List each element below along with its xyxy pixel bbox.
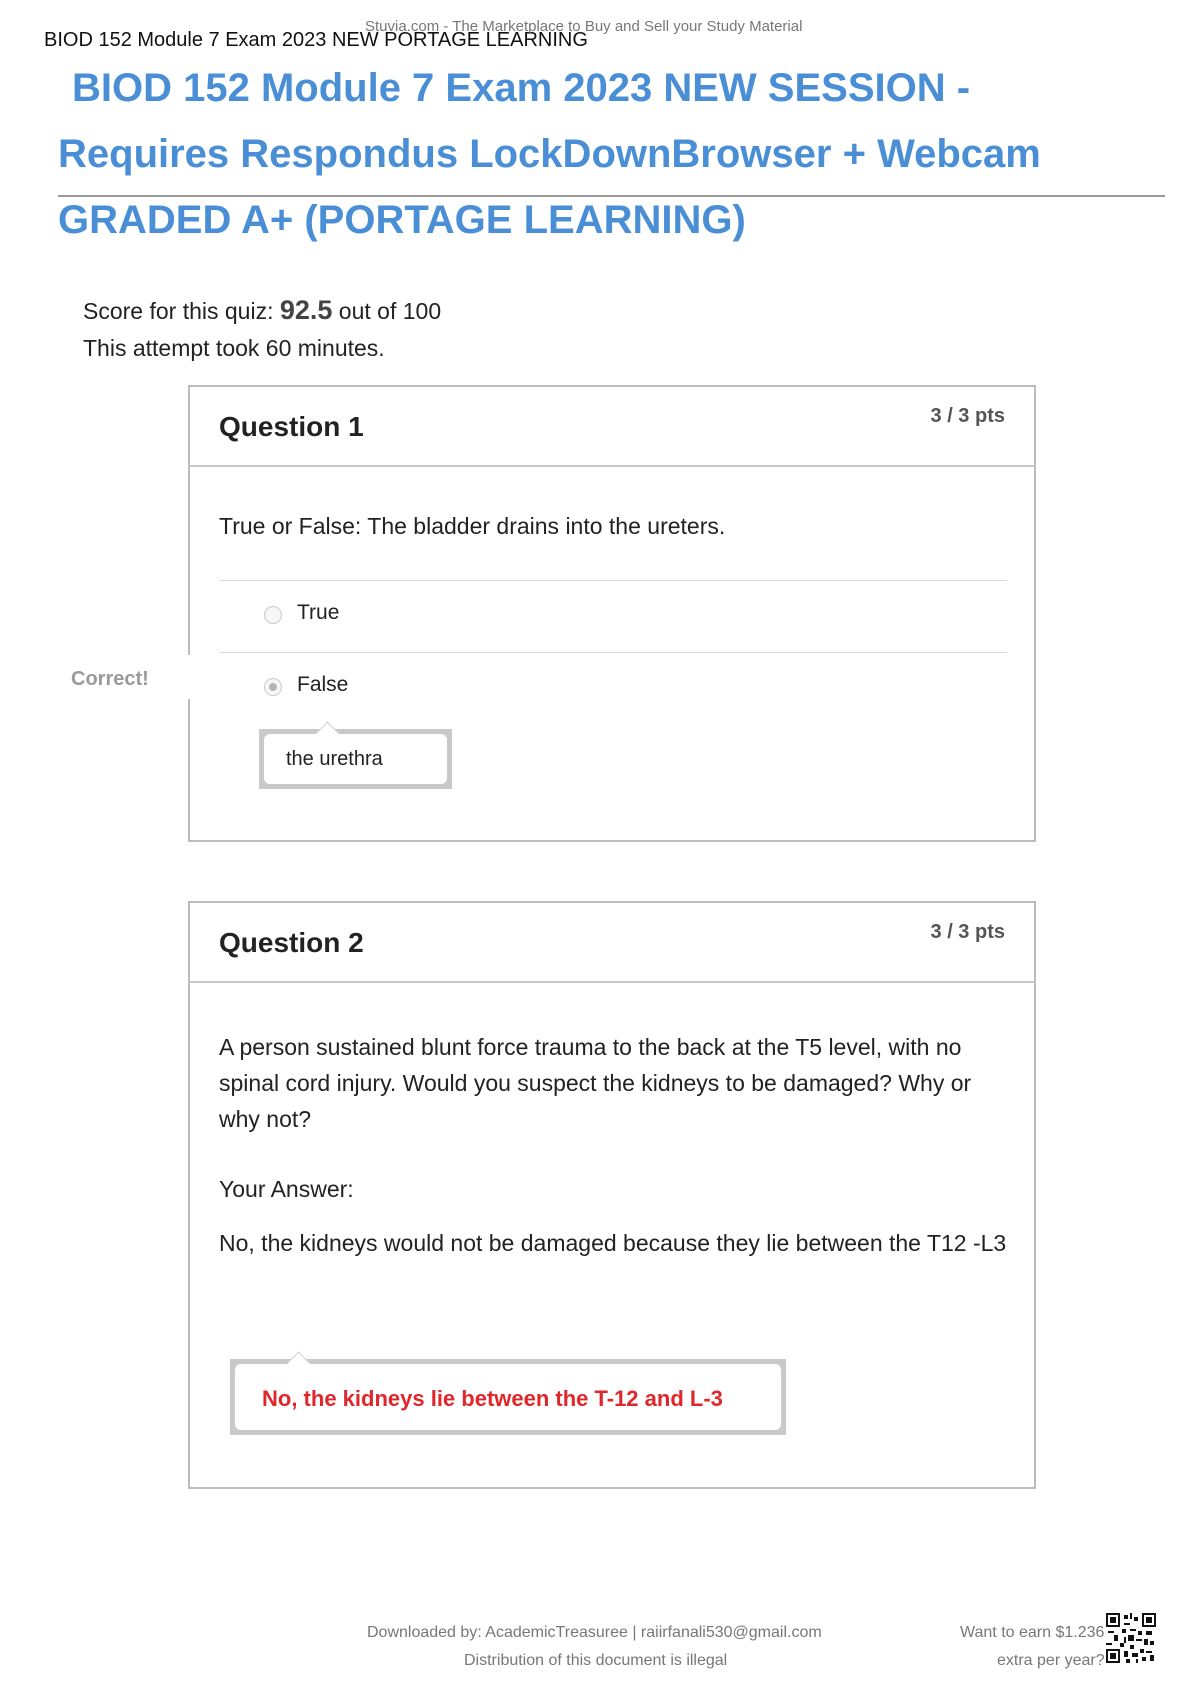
- answer-label: True: [297, 601, 340, 624]
- qr-code-icon: [1106, 1613, 1156, 1663]
- question-title: Question 1: [219, 411, 364, 442]
- question-text: A person sustained blunt force trauma to the back at the T5 level, with no spinal cord injury. Would you suspect the kidneys to be damaged? Why or why not?: [219, 1034, 972, 1132]
- footer-earn-line-1: Want to earn $1.236: [960, 1624, 1105, 1641]
- footer-downloaded-by: Downloaded by: AcademicTreasuree | raiirfanali530@gmail.com: [367, 1624, 822, 1641]
- score-value: 92.5: [279, 295, 333, 325]
- radio-selected-icon[interactable]: [264, 678, 282, 696]
- title-divider: [58, 195, 1165, 197]
- footer-distribution-notice: Distribution of this document is illegal: [464, 1652, 728, 1669]
- answer-comment: [264, 734, 447, 784]
- watermark-text: Stuvia.com - The Marketplace to Buy and Sell your Study Material: [365, 18, 803, 35]
- comment-text: the urethra: [286, 748, 383, 770]
- question-header: [190, 903, 1034, 983]
- answer-option-true[interactable]: [219, 580, 1007, 652]
- answer-label: False: [297, 673, 349, 696]
- answer-comment-box: [259, 729, 452, 789]
- correct-indicator: Correct!: [71, 668, 149, 690]
- comment-text: No, the kidneys lie between the T-12 and L-3: [262, 1386, 723, 1411]
- question-points: 3 / 3 pts: [930, 921, 1005, 943]
- answer-comment: [235, 1364, 781, 1430]
- question-points: 3 / 3 pts: [930, 405, 1005, 427]
- question-header: [190, 387, 1034, 467]
- question-text: True or False: The bladder drains into the ureters.: [219, 513, 726, 539]
- quiz-score: [83, 295, 441, 326]
- correct-tab-cutout: [187, 655, 193, 699]
- score-suffix: out of 100: [332, 298, 442, 324]
- attempt-duration: This attempt took 60 minutes.: [83, 335, 385, 361]
- score-prefix: Score for this quiz:: [83, 298, 280, 324]
- document-title-line-3: GRADED A+ (PORTAGE LEARNING): [58, 198, 746, 242]
- answer-option-false[interactable]: [219, 652, 1007, 724]
- page-header-text: BIOD 152 Module 7 Exam 2023 NEW PORTAGE LEARNING: [44, 29, 588, 51]
- radio-icon[interactable]: [264, 606, 282, 624]
- your-answer-label: Your Answer:: [219, 1176, 354, 1202]
- answer-comment-box: [230, 1359, 786, 1435]
- footer-earn-line-2: extra per year?: [997, 1652, 1105, 1669]
- your-answer-text: No, the kidneys would not be damaged because they lie between the T12 -L3: [219, 1230, 1007, 1256]
- document-title-line-2: Requires Respondus LockDownBrowser + Webcam: [58, 132, 1041, 176]
- document-title-line-1: BIOD 152 Module 7 Exam 2023 NEW SESSION -: [72, 66, 971, 110]
- question-title: Question 2: [219, 927, 364, 958]
